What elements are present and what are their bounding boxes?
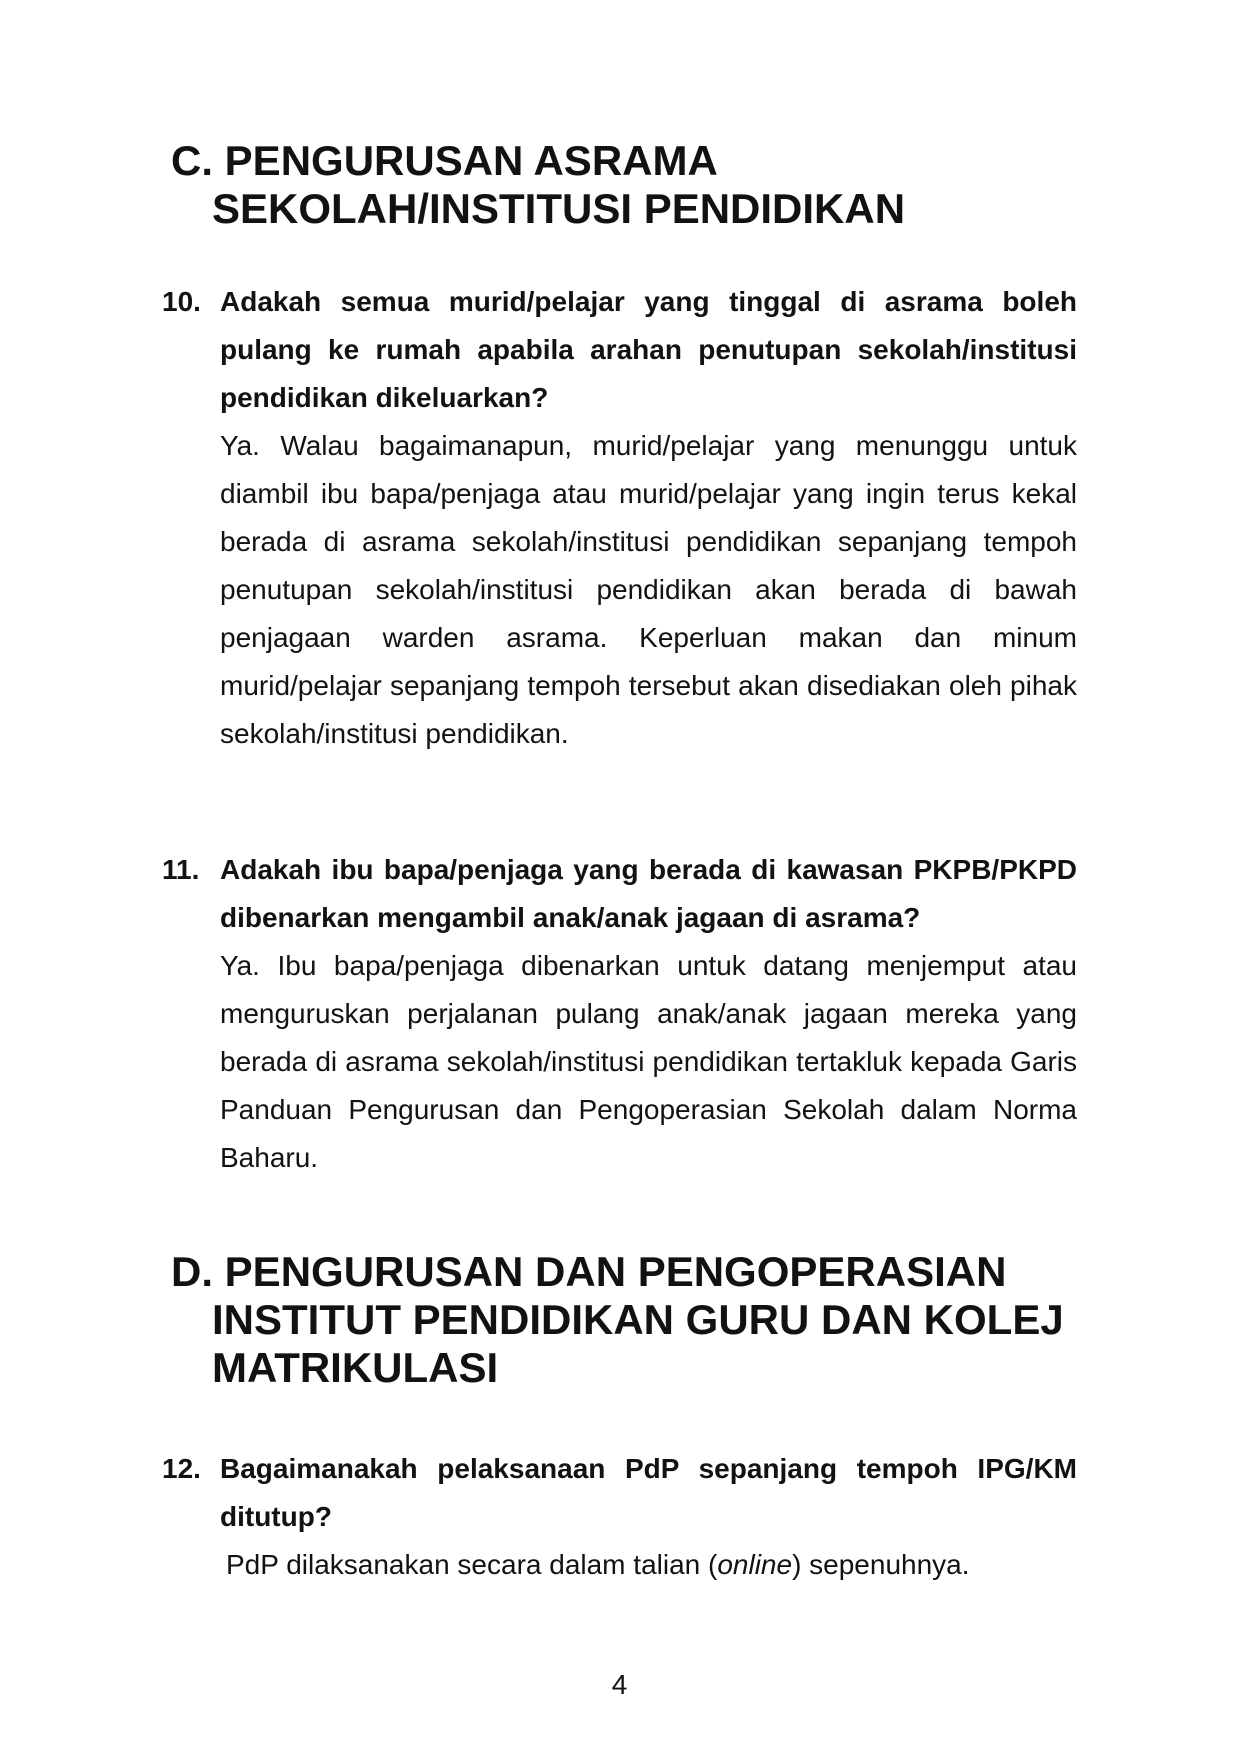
section-label: C. [171,137,213,184]
answer-text [220,1541,1077,1589]
question-item-12 [162,1445,1077,1589]
answer-prefix: PdP dilaksanakan secara dalam talian ( [226,1549,718,1580]
section-title: PENGURUSAN ASRAMA SEKOLAH/INSTITUSI PENDIDIKAN [212,137,906,232]
section-heading-c [171,137,1077,233]
section-heading-d [171,1248,1077,1392]
question-number: 10. [162,286,201,317]
answer-text: Ya. Walau bagaimanapun, murid/pelajar yang menunggu untuk diambil ibu bapa/penjaga atau murid/pelajar yang ingin terus kekal berada di asrama sekolah/institusi pendidikan sepanjang tempoh penutupan sekolah/institusi pendidikan akan berada di bawah penjagaan warden asrama. Keperluan makan dan minum murid/pelajar sepanjang tempoh tersebut akan disediakan oleh pihak sekolah/institusi pendidikan. [220,430,1077,749]
answer-italic-word: online [717,1549,793,1580]
question-text: Adakah ibu bapa/penjaga yang berada di kawasan PKPB/PKPD dibenarkan mengambil anak/anak jagaan di asrama? [220,854,1077,933]
question-number: 12. [162,1453,201,1484]
question-number: 11. [162,854,200,885]
question-item-11 [162,846,1077,1182]
page-number: 4 [611,1669,628,1700]
section-title: PENGURUSAN DAN PENGOPERASIAN INSTITUT PENDIDIKAN GURU DAN KOLEJ MATRIKULASI [212,1248,1064,1391]
section-label: D. [171,1248,213,1295]
question-text: Adakah semua murid/pelajar yang tinggal di asrama boleh pulang ke rumah apabila arahan penutupan sekolah/institusi pendidikan dikeluarkan? [220,286,1077,413]
answer-suffix: ) sepenuhnya. [792,1549,970,1580]
question-item-10 [162,278,1077,758]
page-footer [162,1661,1077,1709]
question-text: Bagaimanakah pelaksanaan PdP sepanjang tempoh IPG/KM ditutup? [220,1453,1077,1532]
answer-text: Ya. Ibu bapa/penjaga dibenarkan untuk datang menjemput atau menguruskan perjalanan pulang anak/anak jagaan mereka yang berada di asrama sekolah/institusi pendidikan tertakluk kepada Garis Panduan Pengurusan dan Pengoperasian Sekolah dalam Norma Baharu. [220,950,1077,1173]
